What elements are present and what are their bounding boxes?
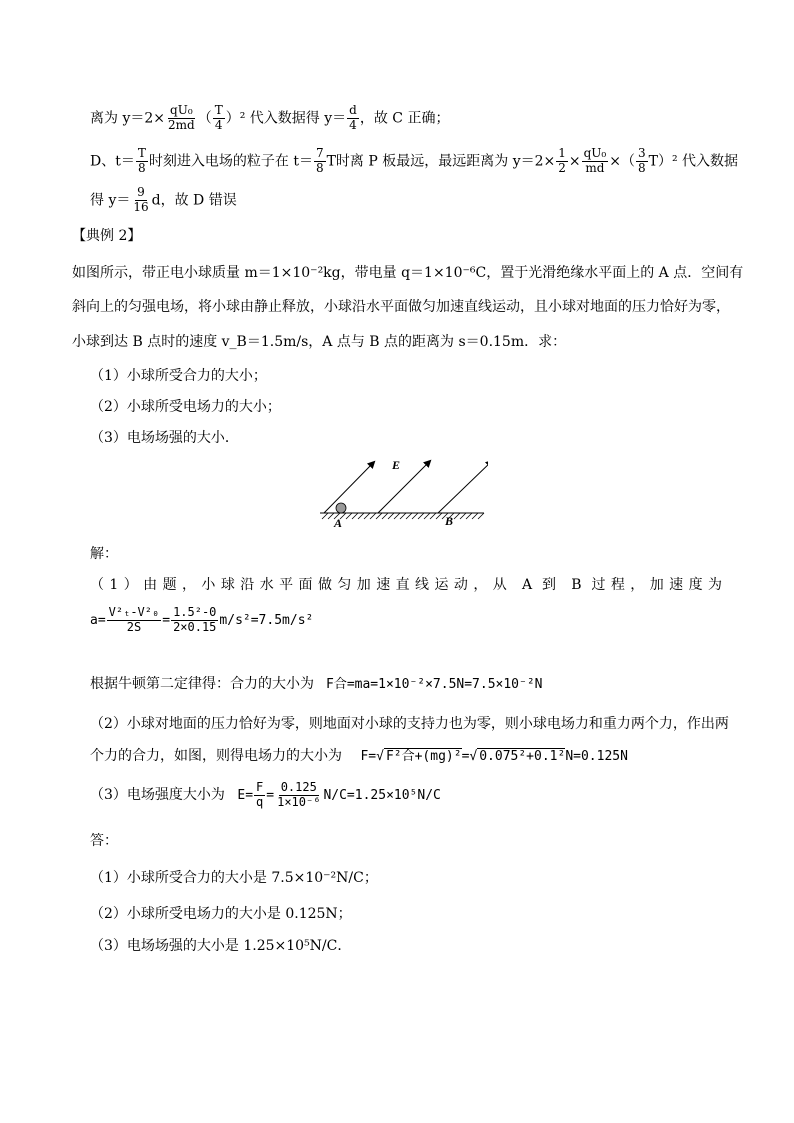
text: ×（ — [609, 153, 635, 170]
field-strength-formula — [237, 780, 441, 809]
fraction — [166, 104, 197, 133]
numerator: V²ₜ-V²₀ — [108, 605, 160, 619]
denominator: 2S — [126, 619, 142, 634]
denominator: 2md — [168, 117, 195, 132]
acceleration-formula — [90, 606, 313, 635]
denominator: 8 — [637, 160, 646, 175]
text: 得 y＝ — [90, 192, 131, 209]
question-1: （1）小球所受合力的大小； — [90, 368, 267, 384]
sqrt-expr: 0.075²+0.1² — [479, 749, 566, 764]
solution-2-line-2 — [90, 745, 628, 765]
fraction — [107, 606, 162, 635]
denominator: 2×0.15 — [173, 619, 217, 634]
numerator: qU₀ — [583, 146, 607, 160]
label-a: A — [334, 516, 343, 530]
solution-1-line: （1）由题，小球沿水平面做匀加速直线运动，从 A 到 B 过程，加速度为 — [90, 577, 722, 593]
text: D、t＝ — [90, 153, 135, 170]
text: 离为 y＝2× — [90, 110, 165, 127]
solution-intro: 解： — [90, 546, 118, 562]
text: = — [266, 787, 275, 803]
fraction — [171, 606, 218, 635]
solution-2-line-1: （2）小球对地面的压力恰好为零，则地面对小球的支持力也为零，则小球电场力和重力两个力，作出两 — [90, 716, 729, 732]
text: = — [461, 749, 470, 764]
answer-heading: 答： — [90, 833, 118, 849]
prev-line-1 — [90, 104, 449, 133]
label-e: E — [392, 458, 401, 472]
text: ，故 C 正确； — [359, 110, 450, 127]
numerator: T — [137, 146, 146, 160]
denominator: 4 — [214, 117, 223, 132]
field-line-2 — [378, 461, 430, 513]
denominator: 16 — [133, 199, 149, 214]
sqrt-expr: F²合+(mg)² — [385, 749, 462, 764]
text: ）² 代入数据得 y＝ — [225, 110, 347, 127]
text: m/s²=7.5m/s² — [219, 612, 314, 628]
newton-law-line — [90, 673, 543, 693]
electric-force-formula: F=√ F²合+(mg)²=√ 0.075²+0.1²N=0.125N — [360, 749, 628, 764]
text: 根据牛顿第二定律得：合力的大小为 — [90, 676, 314, 692]
label-b: B — [445, 514, 454, 528]
example-heading: 【典例 2】 — [72, 228, 142, 244]
answer-1: （1）小球所受合力的大小是 7.5×10⁻²N/C； — [90, 870, 378, 886]
answer-2: （2）小球所受电场力的大小是 0.125N； — [90, 906, 352, 922]
text: T）² 代入数据 — [648, 153, 739, 170]
fraction — [131, 186, 150, 215]
denominator: 1×10⁻⁶ — [277, 794, 321, 809]
text: a= — [90, 612, 106, 628]
fraction — [582, 147, 609, 176]
solution-3-line — [90, 781, 441, 810]
numerator: 1.5²-0 — [173, 605, 217, 619]
answer-3: （3）电场场强的大小是 1.25×10⁵N/C． — [90, 938, 352, 954]
text: N/C=1.25×10⁵N/C — [323, 787, 441, 803]
denominator: md — [585, 160, 605, 175]
numerator: d — [349, 103, 357, 117]
text: d，故 D 错误 — [151, 192, 237, 209]
fraction — [213, 104, 225, 133]
fraction — [314, 147, 326, 176]
numerator: 9 — [137, 185, 145, 199]
numerator: qU₀ — [170, 103, 193, 117]
field-line-1 — [324, 462, 374, 513]
fraction — [275, 781, 322, 810]
fraction — [254, 781, 265, 810]
field-line-3 — [438, 461, 488, 513]
text: 个力的合力，如图，则得电场力的大小为 — [90, 748, 342, 764]
numerator: 1 — [558, 146, 566, 160]
numerator: F — [256, 780, 264, 794]
ground-hatching — [320, 513, 484, 519]
numerator: T — [214, 103, 223, 117]
question-3: （3）电场场强的大小． — [90, 430, 239, 446]
prev-line-3 — [90, 186, 237, 215]
fraction — [636, 147, 648, 176]
denominator: 8 — [315, 160, 324, 175]
text: N=0.125N — [565, 749, 628, 764]
question-2: （2）小球所受电场力的大小； — [90, 399, 281, 415]
numerator: 0.125 — [280, 780, 317, 794]
net-force-formula: F合=ma=1×10⁻²×7.5N=7.5×10⁻²N — [326, 677, 543, 692]
charged-ball — [336, 503, 346, 513]
denominator: 8 — [138, 160, 146, 175]
text: E= — [237, 787, 254, 803]
problem-paragraph-line-3: 小球到达 B 点时的速度 v_B＝1.5m/s，A 点与 B 点的距离为 s＝0.15m．求： — [72, 334, 567, 350]
fraction — [556, 147, 568, 176]
problem-paragraph-line-2: 斜向上的匀强电场，将小球由静止释放，小球沿水平面做匀加速直线运动，且小球对地面的压力恰好为零， — [72, 299, 730, 315]
fraction — [136, 147, 148, 176]
text: （ — [197, 110, 212, 127]
problem-paragraph-line-1: 如图所示，带正电小球质量 m＝1×10⁻²kg，带电量 q＝1×10⁻⁶C，置于光滑绝缘水平面上的 A 点．空间有 — [72, 265, 744, 281]
text: T时离 P 板最远，最远距离为 y＝2× — [326, 153, 556, 170]
text: × — [568, 153, 581, 170]
prev-line-2 — [90, 147, 738, 176]
numerator: 3 — [637, 146, 646, 160]
denominator: q — [256, 794, 264, 809]
text: （3）电场强度大小为 — [90, 786, 225, 803]
field-diagram — [318, 455, 488, 530]
denominator: 4 — [349, 117, 357, 132]
numerator: 7 — [315, 146, 324, 160]
text: = — [162, 612, 171, 628]
fraction — [347, 104, 359, 133]
denominator: 2 — [558, 160, 566, 175]
text: 时刻进入电场的粒子在 t＝ — [148, 153, 313, 170]
text: F= — [360, 749, 377, 764]
